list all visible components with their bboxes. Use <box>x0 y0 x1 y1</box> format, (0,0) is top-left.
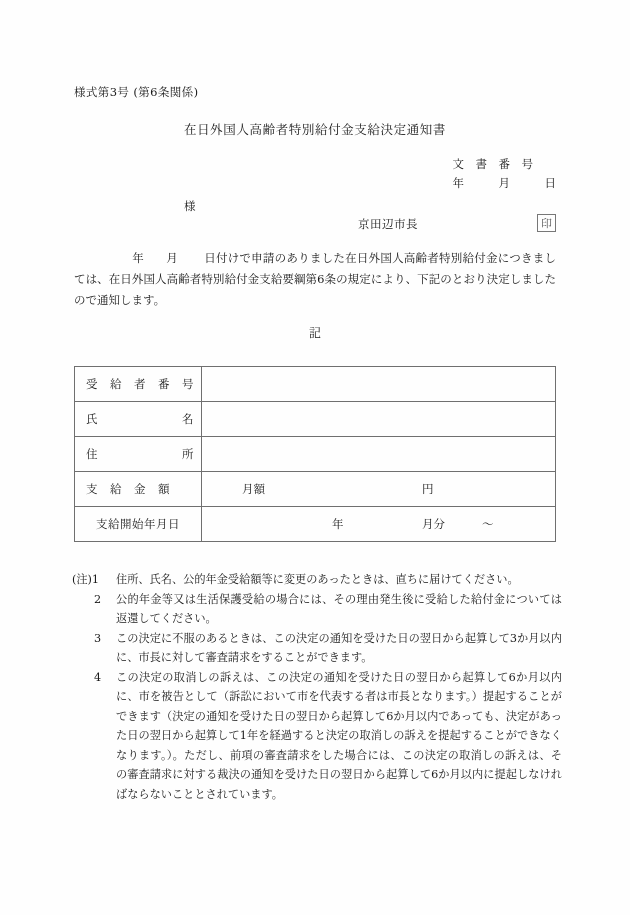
header-meta-block <box>453 155 557 193</box>
page-title: 在日外国人高齢者特別給付金支給決定通知書 <box>183 122 446 137</box>
notes-section <box>72 570 562 804</box>
start-month-label: 月分 <box>422 517 445 531</box>
label-text: 氏 名 <box>86 412 194 426</box>
body-paragraph <box>74 248 556 311</box>
document-number-label: 文 書 番 号 <box>452 157 533 171</box>
table-row <box>75 367 556 402</box>
note-text: この決定に不服のあるときは、この決定の通知を受けた日の翌日から起算して3か月以内に、市長に対して審査請求をすることができます。 <box>116 631 562 664</box>
row-value-address[interactable] <box>202 437 556 472</box>
start-year-label: 年 <box>332 517 344 531</box>
issue-date-label: 年 月 日 <box>452 176 556 190</box>
label-text: 受 給 者 番 号 <box>86 377 194 391</box>
decision-detail-table <box>74 366 556 542</box>
row-label-name <box>75 402 202 437</box>
addressee-suffix: 様 <box>184 199 196 213</box>
monthly-amount-label: 月額 <box>242 482 265 496</box>
body-year-blank: 年 <box>132 251 144 265</box>
ki-mark: 記 <box>308 326 321 340</box>
note-item-3 <box>72 629 562 668</box>
date-range-mark: ～ <box>482 517 494 531</box>
issuer-row <box>358 216 556 234</box>
table-row <box>75 402 556 437</box>
body-month-blank: 月 <box>165 251 178 265</box>
note-item-2 <box>72 590 562 629</box>
note-item-1 <box>72 570 562 590</box>
note-text: この決定の取消しの訴えは、この決定の通知を受けた日の翌日から起算して6か月以内に、市を被告として（訴訟において市を代表する者は市長となります。）提起することができます（決定の通知を受けた日の翌日から起算して6か月以内であっても、決定があった日の翌日から起算して1年を経過すると決定の取消しの訴えを提起することができなくなります。）。ただし、前項の審査請求をした場合には、この決定の取消しの訴えは、その審査請求に対する裁決の通知を受けた日の翌日から起算して6か月以内に提起しなければならないこととされています。 <box>116 670 562 801</box>
row-label-recipient-number <box>75 367 202 402</box>
row-value-name[interactable] <box>202 402 556 437</box>
note-text: 公的年金等又は生活保護受給の場合には、その理由発生後に受給した給付金については返還してください。 <box>116 592 562 625</box>
issuer-name: 京田辺市長 <box>358 217 418 231</box>
note-marker: 4 <box>94 670 102 684</box>
note-marker: 3 <box>94 631 102 645</box>
label-text: 住 所 <box>86 447 194 461</box>
label-text: 支 給 金 額 <box>86 482 170 496</box>
row-label-payment-start-date <box>75 507 202 542</box>
body-main-text: 日付けで申請のありました在日外国人高齢者特別給付金につきましては、在日外国人高齢者特別給付金支給要綱第6条の規定により、下記のとおり決定しましたので通知します。 <box>74 251 556 307</box>
table-row <box>75 472 556 507</box>
seal-stamp-icon: 印 <box>537 214 556 232</box>
row-value-payment-start-date[interactable] <box>202 507 556 542</box>
table-row <box>75 507 556 542</box>
note-item-4 <box>72 668 562 805</box>
note-marker: (注)1 <box>72 573 100 586</box>
row-label-address <box>75 437 202 472</box>
row-label-payment-amount <box>75 472 202 507</box>
note-marker: 2 <box>94 592 102 606</box>
form-number: 様式第3号 (第6条関係) <box>74 85 199 99</box>
note-text: 住所、氏名、公的年金受給額等に変更のあったときは、直ちに届けてください。 <box>116 573 519 586</box>
label-text: 支給開始年月日 <box>96 517 180 531</box>
row-value-payment-amount[interactable] <box>202 472 556 507</box>
currency-unit-label: 円 <box>422 482 434 496</box>
row-value-recipient-number[interactable] <box>202 367 556 402</box>
table-row <box>75 437 556 472</box>
